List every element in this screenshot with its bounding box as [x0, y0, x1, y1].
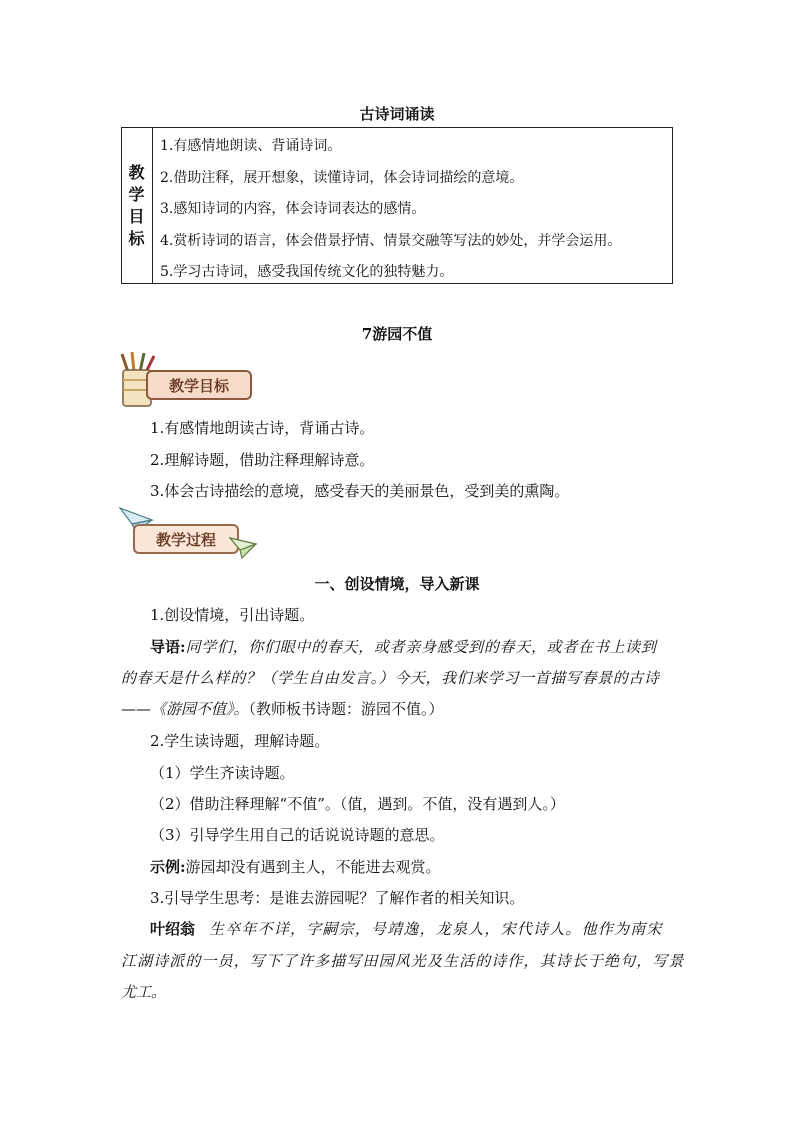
section-title: 古诗词诵读 — [359, 105, 435, 123]
teaching-process-banner-label: 教学过程 — [155, 530, 216, 549]
goals-row: 2.借助注释，展开想象，读懂诗词，体会诗词描绘的意境。 — [160, 170, 524, 186]
step-item: 1.创设情境，引出诗题。 — [150, 606, 315, 624]
intro-text: 同学们，你们眼中的春天，或者亲身感受到的春天，或者在书上读到 — [185, 638, 657, 656]
teaching-process-banner — [133, 524, 239, 554]
sub-item: （3）引导学生用自己的话说说诗题的意思。 — [150, 826, 445, 844]
goals-label-char: 教 — [128, 162, 145, 182]
author-line: 江湖诗派的一员，写下了许多描写田园风光及生活的诗作，其诗长于绝句，写景 — [121, 952, 685, 970]
lesson-goal: 1.有感情地朗读古诗，背诵古诗。 — [150, 419, 375, 437]
author-line — [150, 918, 663, 939]
intro-note: （教师板书诗题：游园不值。） — [248, 700, 444, 718]
author-name: 叶绍翁 — [150, 920, 196, 938]
author-text: 生卒年不详，字嗣宗，号靖逸，龙泉人，宋代诗人。他作为南宋 — [209, 920, 663, 938]
paper-plane-icon — [228, 534, 258, 560]
intro-label: 导语: — [150, 638, 186, 656]
intro-line: 的春天是什么样的？（学生自由发言。）今天，我们来学习一首描写春景的古诗 — [121, 669, 660, 687]
goals-label-char: 标 — [128, 228, 145, 248]
step1-heading: 一、创设情境，导入新课 — [314, 575, 480, 593]
intro-text: ——《游园不值》。 — [121, 700, 249, 718]
goals-row: 3.感知诗词的内容，体会诗词表达的感情。 — [160, 201, 426, 217]
step-item: 2.学生读诗题，理解诗题。 — [150, 732, 330, 750]
example-label: 示例: — [150, 858, 186, 876]
intro-line — [121, 698, 444, 719]
goals-row: 5.学习古诗词，感受我国传统文化的独特魅力。 — [160, 264, 454, 280]
teaching-goals-banner — [146, 370, 252, 400]
lesson-title: 7游园不值 — [361, 325, 433, 343]
goals-row: 4.赏析诗词的语言，体会借景抒情、情景交融等写法的妙处，并学会运用。 — [160, 233, 622, 249]
sub-item: （1）学生齐读诗题。 — [150, 764, 295, 782]
intro-line — [150, 636, 657, 657]
goals-row: 1.有感情地朗读、背诵诗词。 — [160, 138, 342, 154]
author-line: 尤工。 — [121, 983, 167, 1001]
teaching-goals-banner-label: 教学目标 — [168, 376, 229, 395]
lesson-goal: 2.理解诗题，借助注释理解诗意。 — [150, 451, 375, 469]
example-text: 游园却没有遇到主人，不能进去观赏。 — [185, 858, 441, 876]
goals-table-label — [121, 127, 153, 284]
goals-label-char: 目 — [128, 206, 145, 226]
example-line — [150, 856, 441, 877]
step-item: 3.引导学生思考：是谁去游园呢？了解作者的相关知识。 — [150, 889, 525, 907]
lesson-goal: 3.体会古诗描绘的意境，感受春天的美丽景色，受到美的熏陶。 — [150, 482, 570, 500]
goals-label-char: 学 — [128, 184, 145, 204]
sub-item: （2）借助注释理解“不值”。（值，遇到。不值，没有遇到人。） — [150, 795, 565, 813]
